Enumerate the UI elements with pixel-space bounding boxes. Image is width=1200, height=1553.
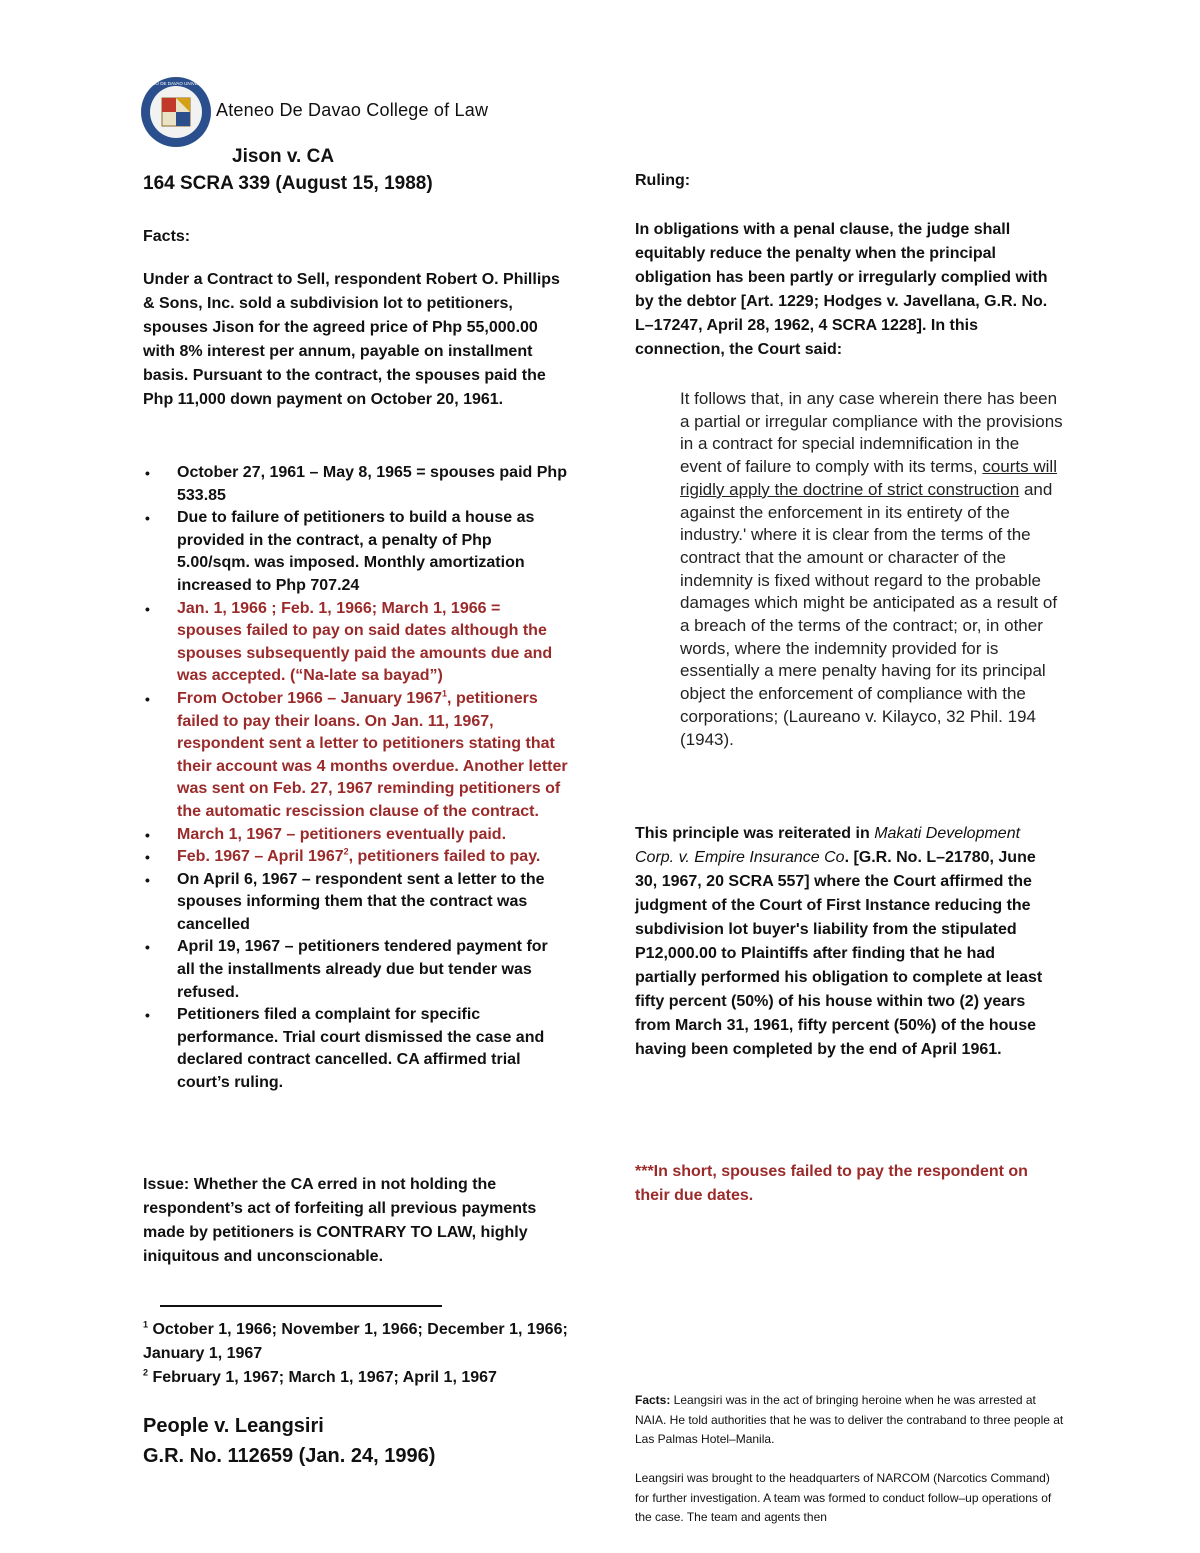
footnote-1: $^1$ October 1, 1966; November 1, 1966; December 1, 1966; January 1, 1967 bbox=[143, 1319, 568, 1362]
case2-title: People v. Leangsiri bbox=[143, 1415, 324, 1437]
list-item: • March 1, 1967 – petitioners eventually paid. bbox=[145, 825, 507, 843]
case-title: Jison v. CA bbox=[232, 146, 335, 167]
school-name: Ateneo De Davao College of Law bbox=[216, 100, 489, 120]
footnote-divider bbox=[160, 1305, 442, 1307]
facts-bullet-list bbox=[143, 462, 568, 1095]
underlined-phrase: courts will rigidly apply the doctrine of strict construction bbox=[680, 457, 1057, 499]
list-item: • Due to failure of petitioners to build a house as provided in the contract, a penalty of Php 5.00/sqm. was imposed. Monthly amortization increased to Php 707.24 bbox=[145, 509, 535, 594]
footnote-ref: 2 bbox=[343, 846, 349, 857]
case2-facts-paragraph-2: Leangsiri was brought to the headquarters of NARCOM (Narcotics Command) for further investigation. A team was formed to conduct follow–up operations of the case. The team and agents then bbox=[635, 1471, 1052, 1524]
list-item: • Petitioners filed a complaint for specific performance. Trial court dismissed the case and declared contract cancelled. CA affirmed trial court’s ruling. bbox=[145, 1006, 545, 1092]
seal-ring-text: ATENEO DE DAVAO UNIVERSITY bbox=[140, 81, 212, 86]
school-seal-logo bbox=[140, 76, 212, 148]
footnote-2: $^2$ February 1, 1967; March 1, 1967; April 1, 1967 bbox=[143, 1367, 497, 1386]
list-item: • On April 6, 1967 – respondent sent a letter to the spouses informing them that the contract was cancelled bbox=[145, 870, 545, 933]
facts-label: Facts: bbox=[143, 228, 191, 245]
list-item: • Feb. 1967 – April 1967$^2$, petitioners failed to pay. bbox=[145, 846, 541, 866]
summary-note: ***In short, spouses failed to pay the respondent on their due dates. bbox=[635, 1163, 1028, 1204]
case2-facts-paragraph-1: Facts: Leangsiri was in the act of bringing heroine when he was arrested at NAIA. He told authorities that he was to deliver the contraband to three people at Las Palmas Hotel–Manila. bbox=[635, 1393, 1064, 1446]
ruling-paragraph: In obligations with a penal clause, the judge shall equitably reduce the penalty when the principal obligation has been partly or irregularly complied with by the debtor [Art. 1229; Hodges v. Javellana, G.R. No. L–17247, April 28, 1962, 4 SCRA 1228]. In this connection, the Court said: bbox=[635, 221, 1048, 358]
ruling-label: Ruling: bbox=[635, 172, 691, 189]
case-name-italic: Makati Development Corp. v. Empire Insurance Co bbox=[635, 825, 1021, 866]
footnote-ref: 1 bbox=[442, 688, 448, 699]
list-item: • October 27, 1961 – May 8, 1965 = spouses paid Php 533.85 bbox=[145, 464, 567, 504]
facts-paragraph: Under a Contract to Sell, respondent Robert O. Phillips & Sons, Inc. sold a subdivision lot to petitioners, spouses Jison for the agreed price of Php 55,000.00 with 8% interest per annum, payable on installment basis. Pursuant to the contract, the spouses paid the Php 11,000 down payment on October 20, 1961. bbox=[143, 271, 560, 408]
case2-citation: G.R. No. 112659 (Jan. 24, 1996) bbox=[143, 1445, 436, 1467]
list-item: • From October 1966 – January 1967$^1$, petitioners failed to pay their loans. On Jan. 11, 1967, respondent sent a letter to petitioners stating that their account was 4 months overdue. Another letter was sent on Feb. 27, 1967 reminding petitioners of the automatic rescission clause of the contract. bbox=[145, 688, 568, 820]
case-citation: 164 SCRA 339 (August 15, 1988) bbox=[143, 173, 433, 194]
list-item: • Jan. 1, 1966 ; Feb. 1, 1966; March 1, 1966 = spouses failed to pay on said dates although the spouses subsequently paid the amounts due and was accepted. (“Na-late sa bayad”) bbox=[145, 599, 553, 685]
reiteration-paragraph: This principle was reiterated in Makati Development Corp. v. Empire Insurance Co. [G.R. No. L–21780, June 30, 1967, 20 SCRA 557] where the Court affirmed the judgment of the Court of First Instance reducing the subdivision lot buyer's liability from the stipulated P12,000.00 to Plaintiffs after finding that he had partially performed his obligation to complete at least fifty percent (50%) of his house within two (2) years from March 31, 1961, fifty percent (50%) of the house having been completed by the end of April 1961. bbox=[635, 825, 1043, 1058]
block-quote: It follows that, in any case wherein there has been a partial or irregular compliance with the provisions in a contract for special indemnification in the event of failure to comply with its terms, courts will rigidly apply the doctrine of strict construction and against the enforcement in its entirety of the industry.' where it is clear from the terms of the contract that the amount or character of the indemnity is fixed without regard to the probable damages which might be anticipated as a result of a breach of the terms of the contract; or, in other words, where the indemnity provided for is essentially a mere penalty having for its principal object the enforcement of compliance with the corporations; (Laureano v. Kilayco, 32 Phil. 194 (1943). bbox=[680, 389, 1063, 749]
list-item: • April 19, 1967 – petitioners tendered payment for all the installments already due but tender was refused. bbox=[145, 938, 548, 1001]
issue-paragraph: Issue: Whether the CA erred in not holding the respondent’s act of forfeiting all previous payments made by petitioners is CONTRARY TO LAW, highly iniquitous and unconscionable. bbox=[143, 1176, 537, 1265]
